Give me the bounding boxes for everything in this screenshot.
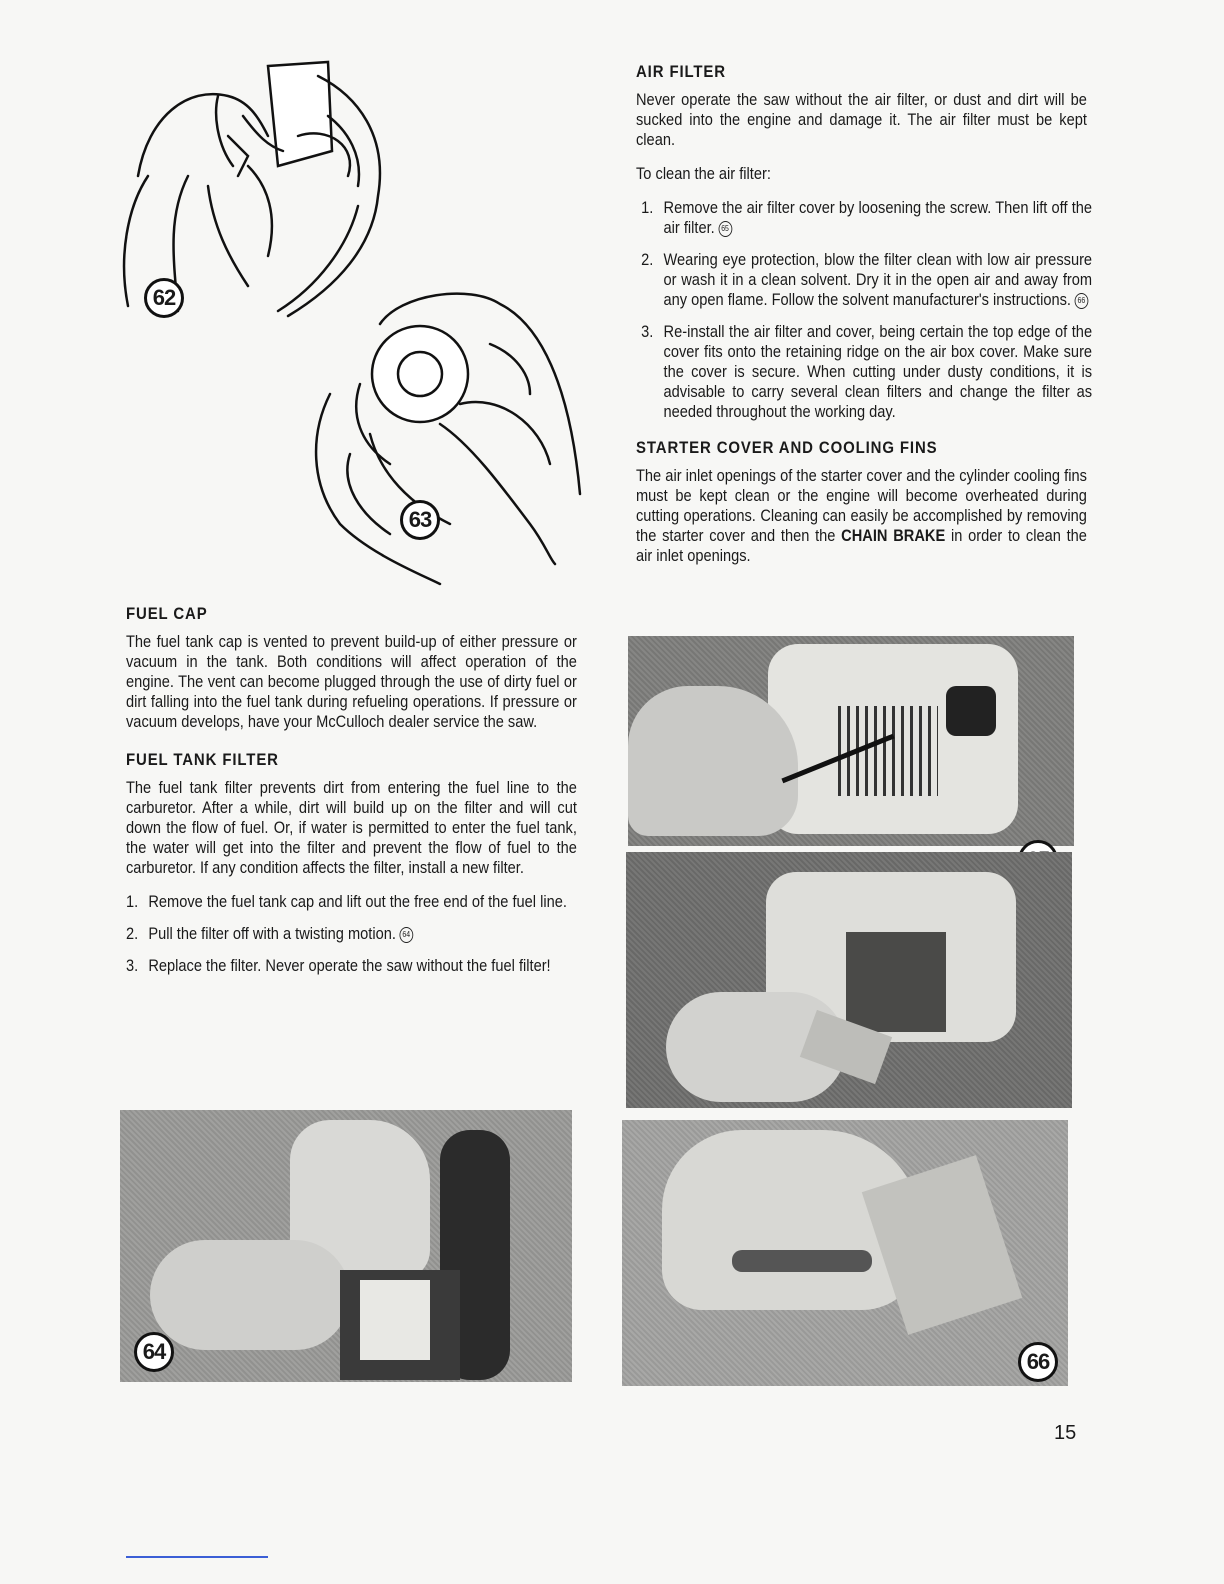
fuel-filter-step-1 [126,892,577,912]
photo-66 [622,1120,1068,1386]
left-column [126,604,578,988]
step-text [148,924,577,944]
step-number: 2. [641,250,654,269]
step-number: 3. [641,322,654,341]
starter-cover-body-part: in order to clean the air inlet openings. [636,526,1087,565]
air-filter-intro: To clean the air filter: [636,164,771,183]
fuel-filter-step-3 [126,956,577,976]
step-text-body: Pull the filter off with a twisting motion. [148,924,396,943]
air-filter-step-3 [636,322,1092,422]
right-column [636,62,1093,576]
figure-62-badge [144,278,184,318]
step-number: 2. [126,924,139,943]
fuel-tank-filter-body: The fuel tank filter prevents dirt from entering the fuel line to the carburetor. After a while, dirt will build up on the filter and will cut down the flow of fuel. Or, if water is permitted to enter the fuel tank, the water will get into the filter and prevent the flow of fuel to the carburetor. If any condition affects the filter, install a new filter. [126,778,577,877]
photo-hand-shape [628,686,798,836]
step-text [664,198,1093,238]
fuel-filter-step-2 [126,924,577,944]
step-number: 1. [641,198,654,217]
photo-engine-opening [846,932,946,1032]
air-filter-heading: AIR FILTER [636,62,726,81]
air-filter-step-1 [636,198,1092,238]
fuel-cap-heading: FUEL CAP [126,604,208,623]
figure-ref-65: 65 [718,221,732,237]
hands-holding-fuel-cap-drawing [300,284,590,594]
figure-ref-64: 64 [399,927,413,943]
step-text-body: Remove the air filter cover by loosening the screw. Then lift off the air filter. [663,198,1093,237]
fuel-tank-filter-heading: FUEL TANK FILTER [126,750,279,769]
step-number: 1. [126,892,139,911]
photo-65-continued [626,852,1072,1108]
air-filter-body: Never operate the saw without the air filter, or dust and dirt will be sucked into the engine and damage it. The air filter must be kept clean. [636,90,1087,149]
footer-rule [126,1556,268,1558]
step-text: Re-install the air filter and cover, being certain the top edge of the cover fits onto the retaining ridge on the air box cover. Make sure the cover is secure. When cutting under dusty conditions, it is advisable to carry several clean filters and change the filter as needed throughout the working day. [663,322,1093,421]
air-filter-step-2 [636,250,1092,310]
figure-ref-66: 66 [1074,293,1088,309]
photo-label-decal [360,1280,430,1360]
figure-64-number: 64 [142,1339,166,1364]
figure-62-number: 62 [152,285,176,310]
photo-air-gun [732,1250,872,1272]
chain-brake-emphasis: CHAIN BRAKE [841,526,946,545]
starter-cover-body [636,466,1087,566]
photo-65 [628,636,1074,846]
figure-63-badge [400,500,440,540]
starter-cover-heading: STARTER COVER AND COOLING FINS [636,438,938,457]
photo-hand-shape [150,1240,350,1350]
step-text: Remove the fuel tank cap and lift out the free end of the fuel line. [148,892,567,911]
step-text-body: Wearing eye protection, blow the filter clean with low air pressure or wash it in a clean solvent. Dry it in the open air and away from any open flame. Follow the solvent manufacturer's instructions. [663,250,1093,309]
fuel-cap-body: The fuel tank cap is vented to prevent build-up of either pressure or vacuum in the tank. Both conditions will affect operation of the engine. The vent can become plugged through the use of dirty fuel or dirt falling into the fuel tank during refueling operations. If pressure or vacuum develops, have your McCulloch dealer service the saw. [126,632,577,731]
step-text: Replace the filter. Never operate the saw without the fuel filter! [148,956,551,975]
photo-64 [120,1110,572,1382]
figure-63-number: 63 [408,507,432,532]
figure-66-number: 66 [1026,1349,1050,1374]
page-number: 15 [1054,1422,1077,1444]
figure-63-illustration [300,284,590,594]
step-number: 3. [126,956,139,975]
step-text [664,250,1093,310]
photo-window [946,686,996,736]
figure-66-badge [1018,1342,1058,1382]
figure-64-badge [134,1332,174,1372]
starter-cover-body-part: The air inlet openings of the starter cover and the cylinder cooling fins must be kept clean or the engine will become overheated during cutting operations. Cleaning can easily be accomplished by removing the starter cover and then the [636,466,1087,545]
